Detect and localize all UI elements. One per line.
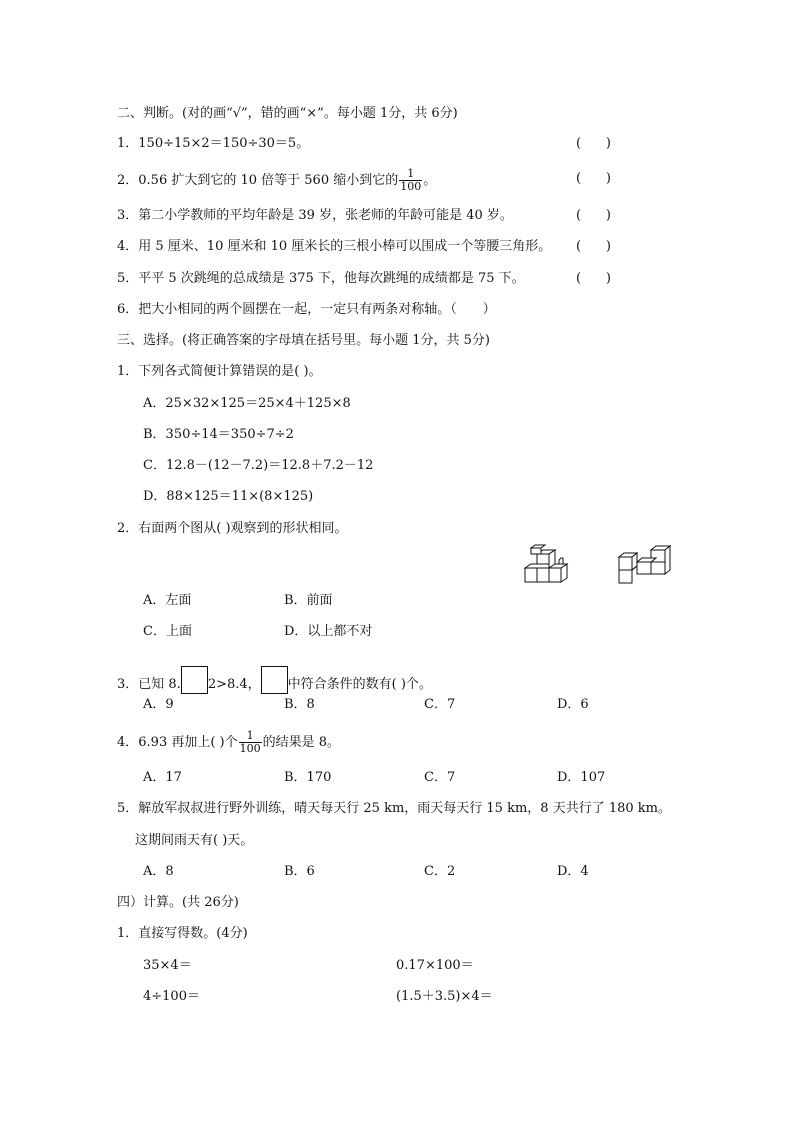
blank-box[interactable]	[261, 666, 288, 694]
answer-paren[interactable]: ( )	[576, 208, 611, 223]
fraction	[399, 168, 422, 193]
section-2-title: 二、判断。(对的画“√”，错的画“×”。每小题 1分，共 6分)	[117, 106, 458, 121]
answer-paren[interactable]: ( )	[576, 239, 611, 254]
judge-q2-end: 。	[423, 173, 437, 188]
choice-q4-option-b: B．170	[284, 770, 332, 785]
choice-q3-option-d: D．6	[557, 697, 589, 712]
choice-q2-option-d: D．以上都不对	[284, 624, 373, 639]
section-4-title: 四）计算。(共 26分)	[117, 895, 239, 910]
calc-expression: (1.5＋3.5)×4＝	[396, 989, 493, 1004]
choice-q1-option-a: A．25×32×125＝25×4＋125×8	[143, 396, 351, 411]
choice-q2: 2．右面两个图从( )观察到的形状相同。	[117, 521, 348, 536]
choice-q4-tail: 的结果是 8。	[262, 735, 341, 750]
choice-q3-option-b: B．8	[284, 697, 315, 712]
judge-q5: 5．平平 5 次跳绳的总成绩是 375 下，他每次跳绳的成绩都是 75 下。	[117, 271, 525, 286]
answer-paren[interactable]: ( )	[576, 171, 611, 186]
judge-q3: 3．第二小学教师的平均年龄是 39 岁，张老师的年龄可能是 40 岁。	[117, 208, 513, 223]
choice-q3	[117, 666, 432, 694]
fraction-numerator: 1	[239, 730, 262, 743]
choice-q5-option-a: A．8	[143, 864, 174, 879]
fraction-numerator: 1	[399, 168, 422, 181]
calc-q1: 1．直接写得数。(4分)	[117, 926, 248, 941]
judge-q6: 6．把大小相同的两个圆摆在一起，一定只有两条对称轴。（ ）	[117, 302, 496, 317]
choice-q4	[117, 730, 340, 755]
choice-q4-option-a: A．17	[143, 770, 182, 785]
choice-q4-option-c: C．7	[424, 770, 456, 785]
fraction-denominator: 100	[400, 180, 422, 193]
calc-expression: 4÷100＝	[143, 989, 200, 1004]
choice-q3-inequality: 2>8.4，	[207, 677, 261, 692]
cube-figure-right	[617, 544, 673, 586]
section-3-title: 三、选择。(将正确答案的字母填在括号里。每小题 1分，共 5分)	[117, 333, 490, 348]
choice-q5: 5．解放军叔叔进行野外训练，晴天每天行 25 km，雨天每天行 15 km，8 天共行了 180 km。	[117, 801, 671, 816]
judge-q2	[117, 168, 436, 193]
choice-q3-text: 3．已知 8.	[117, 677, 181, 692]
fraction-denominator: 100	[239, 742, 261, 755]
calc-expression: 35×4＝	[143, 958, 192, 973]
choice-q3-option-c: C．7	[424, 697, 456, 712]
choice-q1-option-d: D．88×125＝11×(8×125)	[143, 489, 314, 504]
judge-q4: 4．用 5 厘米、10 厘米和 10 厘米长的三根小棒可以围成一个等腰三角形。	[117, 239, 552, 254]
answer-paren[interactable]: ( )	[576, 271, 611, 286]
choice-q1: 1．下列各式简便计算错误的是( )。	[117, 364, 322, 379]
choice-q5-option-b: B．6	[284, 864, 315, 879]
choice-q5-line2: 这期间雨天有( )天。	[135, 833, 254, 848]
choice-q2-option-b: B．前面	[284, 593, 333, 608]
choice-q5-option-d: D．4	[557, 864, 589, 879]
choice-q1-option-c: C．12.8－(12－7.2)＝12.8＋7.2－12	[143, 458, 374, 473]
choice-q2-option-a: A．左面	[143, 593, 192, 608]
choice-q2-option-c: C．上面	[143, 624, 192, 639]
choice-q4-option-d: D．107	[557, 770, 606, 785]
fraction	[239, 730, 262, 755]
judge-q1: 1．150÷15×2＝150÷30＝5。	[117, 136, 310, 151]
judge-q2-text: 2．0.56 扩大到它的 10 倍等于 560 缩小到它的	[117, 173, 399, 188]
answer-paren[interactable]: ( )	[576, 136, 611, 151]
calc-expression: 0.17×100＝	[396, 958, 474, 973]
choice-q3-option-a: A．9	[143, 697, 174, 712]
blank-box[interactable]	[181, 666, 208, 694]
cube-figure-left	[523, 542, 575, 586]
choice-q5-option-c: C．2	[424, 864, 456, 879]
choice-q1-option-b: B．350÷14＝350÷7÷2	[143, 427, 294, 442]
choice-q4-text: 4．6.93 再加上( )个	[117, 735, 238, 750]
choice-q3-tail: 中符合条件的数有( )个。	[287, 677, 432, 692]
